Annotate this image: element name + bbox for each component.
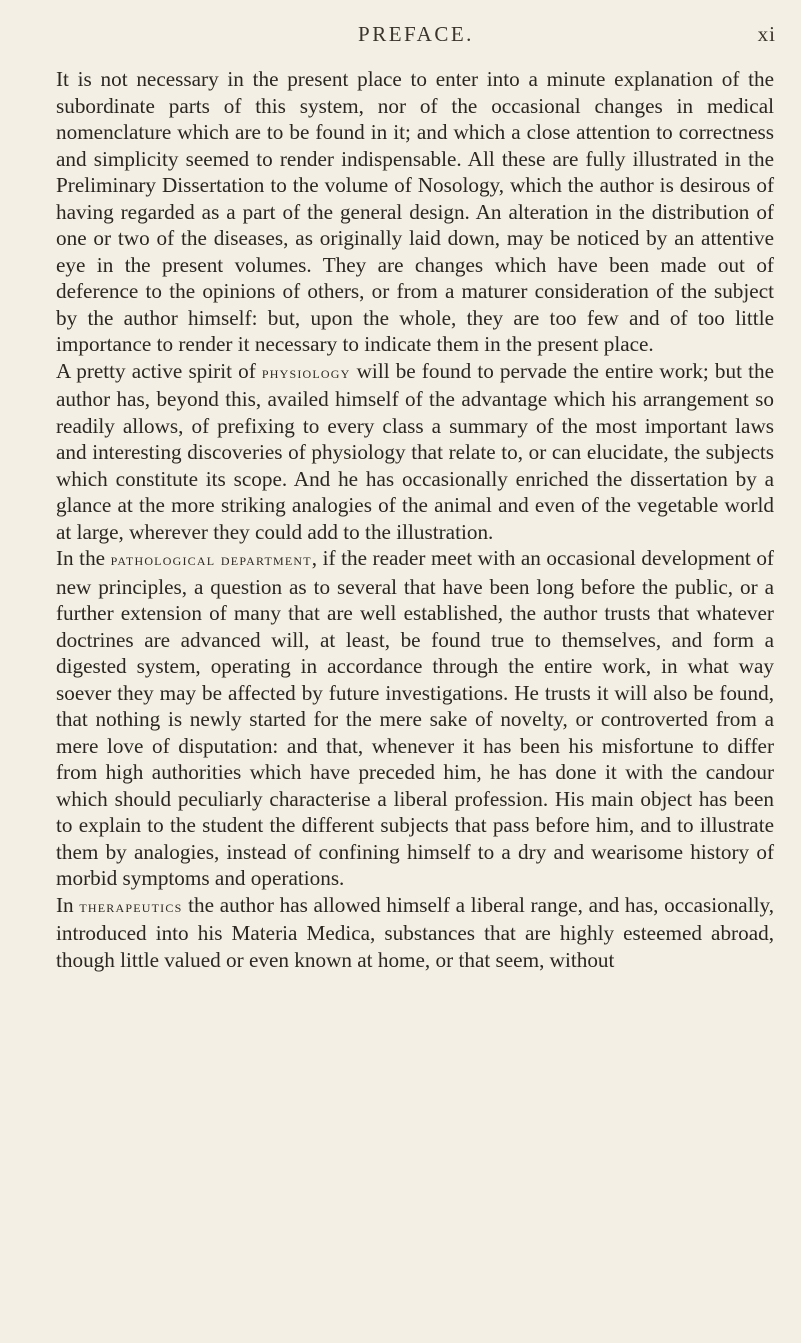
paragraph — [56, 892, 774, 974]
page-header — [56, 22, 776, 52]
paragraph-text: the author has allowed himself a liberal range, and has, occasionally, introduced into his Materia Medica, substances that are highly esteemed abroad, though little valued or even known at home, or that seem, without — [56, 892, 774, 972]
paragraph-text: , if the reader meet with an occasional development of new principles, a question as to several that have been long before the public, or a further extension of many that are well established, the author trusts that whatever doctrines are advanced will, at least, be found true to themselves, and form a digested system, operating in accordance through the entire work, in what way soever they may be affected by future investigations. He trusts it will also be found, that nothing is newly started for the mere sake of novelty, or controverted from a mere love of disputation: and that, whenever it has been his misfortune to differ from high authorities which have preceded him, he has done it with the candour which should peculiarly characterise a liberal profession. His main object has been to explain to the student the different subjects that pass before him, and to illustrate them by analogies, instead of confining himself to a dry and wearisome history of morbid symptoms and operations. — [56, 546, 774, 890]
running-title: PREFACE. — [358, 22, 474, 46]
paragraph-text: In the — [56, 546, 111, 570]
paragraph: It is not necessary in the present place to enter into a minute explanation of the subordinate parts of this system, nor of the occasional changes in medical nomenclature which are to be found in it; and which a close attention to correctness and simplicity seemed to render indispensable. All these are fully illustrated in the Preliminary Dissertation to the volume of Nosology, which the author is desirous of having regarded as a part of the general design. An alteration in the distribution of one or two of the diseases, as originally laid down, may be noticed by an attentive eye in the present volumes. They are changes which have been made out of deference to the opinions of others, or from a maturer consideration of the subject by the author himself: but, upon the whole, they are too few and of too little importance to render it necessary to indicate them in the present place. — [56, 67, 774, 356]
small-caps-term: physiology — [261, 362, 351, 382]
page-number: xi — [757, 22, 776, 46]
paragraph-text: will be found to pervade the entire work; but the author has, beyond this, availed himself of the advantage which his arrangement so readily allows, of prefixing to every class a summary of the most important laws and interesting discoveries of physiology that relate to, or can elucidate, the subjects which constitute its scope. And he has occasionally enriched the dissertation by a glance at the more striking analogies of the animal and even of the vegetable world at large, wherever they could add to the illustration. — [56, 358, 774, 544]
paragraph — [56, 358, 774, 546]
small-caps-term: therapeutics — [79, 896, 183, 916]
body-text — [56, 66, 774, 973]
paragraph — [56, 545, 774, 892]
paragraph-text: A pretty active spirit of — [56, 358, 262, 383]
small-caps-term: pathological department — [110, 550, 312, 569]
paragraph-text: In — [56, 892, 80, 917]
